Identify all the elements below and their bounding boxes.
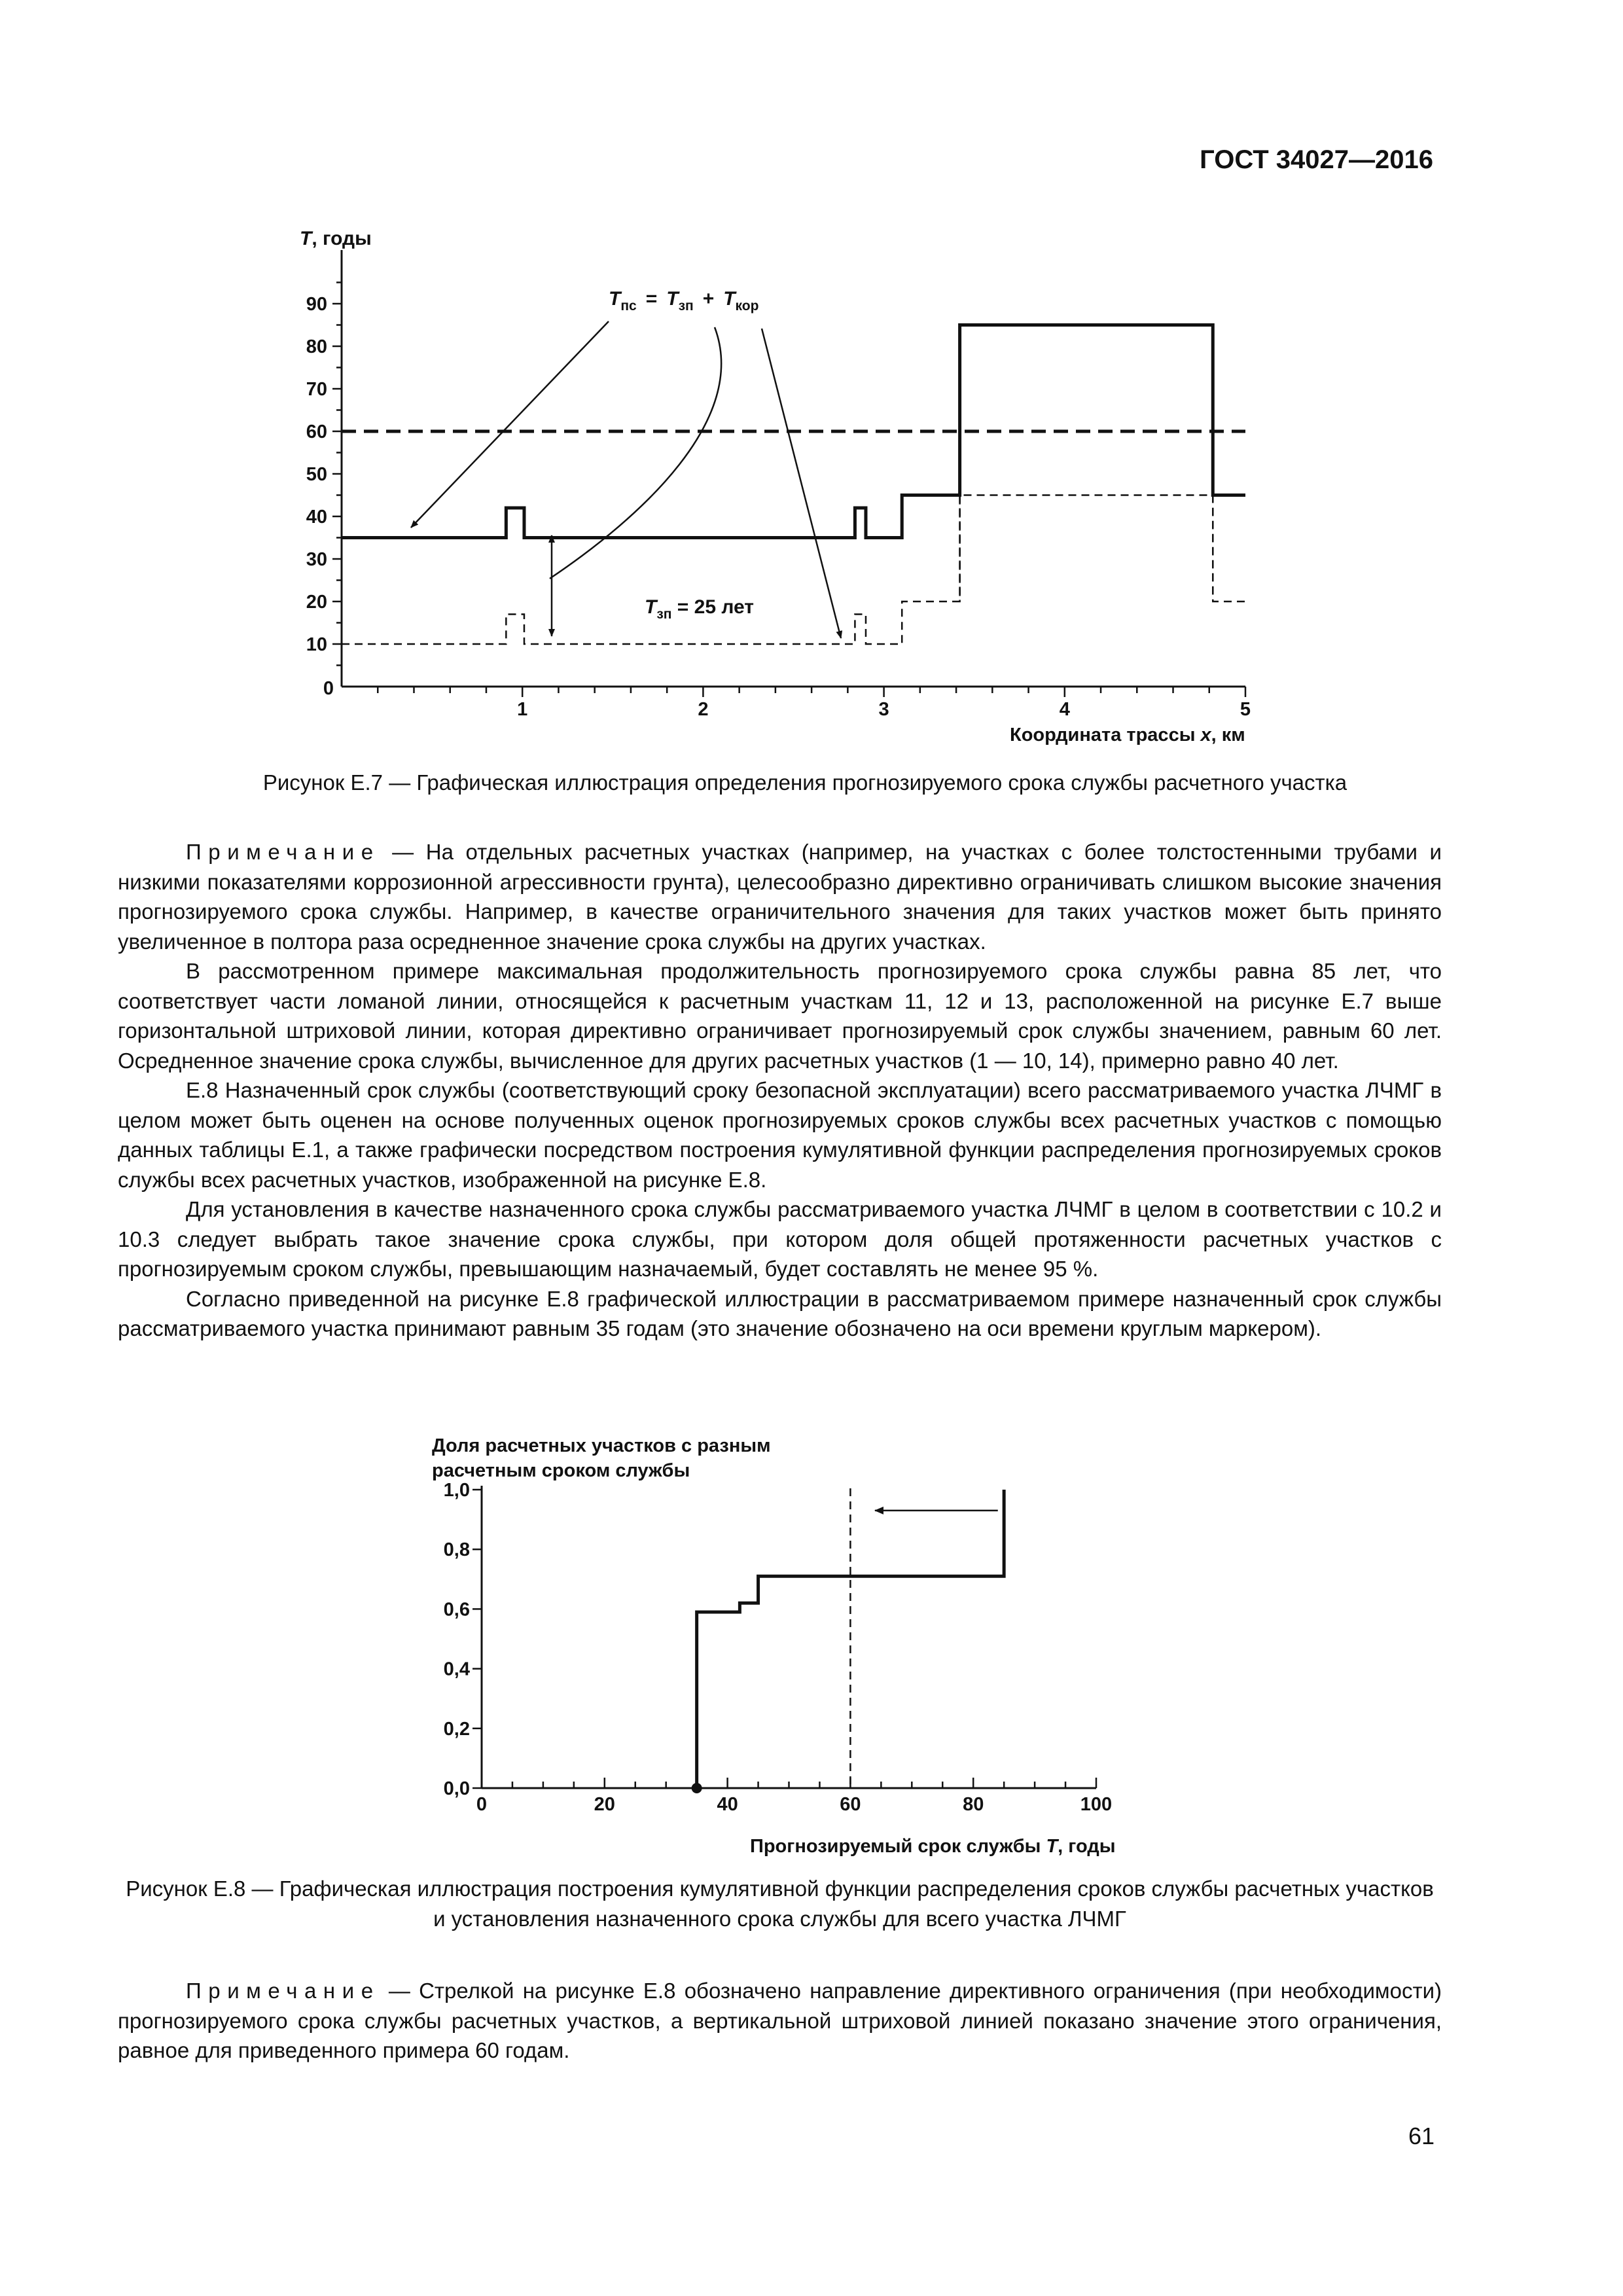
figure-e8-y-tick-label: 0,2 — [443, 1718, 470, 1740]
section-e8-p1: Е.8 Назначенный срок службы (соответствующий сроку безопасной эксплуатации) всего рассматриваемого участка ЛЧМГ в целом может быть оценен на основе полученных оценок прогнозируемых сроков службы всех расчетных участков с помощью данных таблицы Е.1, а также графически посредством построения кумулятивной функции распределения прогнозируемых сроков службы всех расчетных участков, изображенной на рисунке Е.8. — [118, 1078, 1442, 1192]
figure-e8-x-tick-label: 60 — [840, 1794, 861, 1815]
figure-e8-y-tick-label: 0,0 — [443, 1778, 470, 1799]
figure-e7-y-tick-label: 20 — [306, 592, 327, 613]
figure-e7-y-tick-label: 50 — [306, 464, 327, 485]
body-text-block-2 — [118, 1976, 1442, 2066]
figure-e8-y-tick-label: 0,6 — [443, 1599, 470, 1621]
note-e7-paragraph2: В рассмотренном примере максимальная продолжительность прогнозируемого срока службы равна 85 лет, что соответствует части ломаной линии, относящейся к расчетным участкам 11, 12 и 13, расположенной на рисунке Е.7 выше горизонтальной штриховой линии, которая директивно ограничивает прогнозируемый срок службы значением, равным 60 лет. Осредненное значение срока службы, вычисленное для других расчетных участков (1 — 10, 14), примерно равно 40 лет. — [118, 959, 1442, 1073]
figure-e8-assigned-life-marker — [692, 1783, 702, 1793]
figure-e7-y-tick-label: 70 — [306, 379, 327, 400]
figure-e7-y-tick-label: 40 — [306, 507, 327, 528]
figure-e8-y-tick-label: 1,0 — [443, 1480, 470, 1501]
figure-e7-y-tick-label: 30 — [306, 549, 327, 570]
figure-e7-y-tick-label: 90 — [306, 294, 327, 315]
figure-e8-x-tick-label: 20 — [594, 1794, 615, 1815]
page-number: 61 — [1408, 2123, 1435, 2149]
note-e8-label: Примечание — [186, 1979, 380, 2003]
figure-e8-caption: Рисунок Е.8 — Графическая иллюстрация построения кумулятивной функции распределения сроков службы расчетных участков и установления назначенного срока службы для всего участка ЛЧМГ — [126, 1876, 1434, 1931]
figure-e7-arrow-to-solid-line — [411, 321, 609, 528]
document-header: ГОСТ 34027—2016 — [1200, 145, 1433, 174]
figure-e7-arrow-to-dashed-line — [762, 329, 841, 638]
figure-e8-x-tick-label: 40 — [717, 1794, 738, 1815]
figure-e8-y-tick-label: 0,4 — [443, 1659, 470, 1680]
figure-e7-y-axis-label: T, годы — [300, 228, 372, 249]
section-e8-p2: Для установления в качестве назначенного срока службы рассматриваемого участка ЛЧМГ в целом в соответствии с 10.2 и 10.3 следует выбрать такое значение срока службы, при котором доля общей протяженности расчетных участков с прогнозируемым сроком службы, превышающим назначаемый, будет составлять не менее 95 %. — [118, 1197, 1442, 1281]
figure-e7-series-tzp — [342, 495, 1245, 645]
figure-e7-y-tick-label: 10 — [306, 634, 327, 655]
figure-e7-x-tick-label: 4 — [1059, 699, 1070, 720]
figure-e8-y-label-line1: Доля расчетных участков с разным — [432, 1435, 771, 1456]
figure-e8-x-axis-label: Прогнозируемый срок службы T, годы — [750, 1836, 1116, 1857]
figure-e7-chart — [0, 0, 1623, 766]
figure-e7-formula-label: $T_{пс} = T_{зп} + T_{кор}$ — [609, 288, 759, 314]
figure-e7-x-tick-label: 1 — [517, 699, 528, 720]
figure-e8-x-tick-label: 80 — [963, 1794, 984, 1815]
figure-e8-y-tick-label: 0,8 — [443, 1539, 470, 1561]
figure-e8-x-tick-label: 0 — [476, 1794, 488, 1815]
figure-e7-x-tick-label: 2 — [698, 699, 709, 720]
figure-e7-tzp-label: $T_{зп} = 25$ лет — [645, 596, 754, 622]
figure-e8-x-tick-label: 100 — [1080, 1794, 1113, 1815]
figure-e7-y-tick-label: 0 — [323, 678, 334, 699]
note-e7-text: — На отдельных расчетных участках (например, на участках с более толстостенными трубами и низкими показателями коррозионной агрессивности грунта), целесообразно директивно ограничивать слишком высокие значения прогнозируемого срока службы. Например, в качестве ограничительного значения для таких участков может быть принято увеличенное в полтора раза осредненное значение срока службы на других участках. — [118, 840, 1442, 954]
section-e8-p3: Согласно приведенной на рисунке Е.8 графической иллюстрации в рассматриваемом примере назначенный срок службы рассматриваемого участка принимают равным 35 годам (это значение обозначено на оси времени круглым маркером). — [118, 1286, 1442, 1340]
figure-e7-x-tick-label: 3 — [878, 699, 889, 720]
note-e8 — [118, 1976, 1442, 2066]
figure-e7-y-tick-label: 60 — [306, 422, 327, 442]
figure-e8-y-label-line2: расчетным сроком службы — [432, 1460, 690, 1481]
note-e8-text: — Стрелкой на рисунке Е.8 обозначено направление директивного ограничения (при необходимости) прогнозируемого срока службы расчетных участков, а вертикальной штриховой линией показано значение этого ограничения, равное для приведенного примера 60 годам. — [118, 1979, 1442, 2062]
body-text-block-1 — [118, 837, 1442, 1344]
figure-e8-chart — [0, 1407, 1623, 1865]
figure-e7-x-axis-label: Координата трассы x, км — [1010, 725, 1245, 745]
figure-e7-x-tick-label: 5 — [1240, 699, 1251, 720]
note-e7 — [118, 837, 1442, 956]
note-e7-label: Примечание — [186, 840, 380, 864]
figure-e7-arrow-curve — [550, 327, 721, 579]
figure-e7-caption: Рисунок Е.7 — Графическая иллюстрация определения прогнозируемого срока службы расчетного участка — [262, 770, 1347, 795]
figure-e7-y-tick-label: 80 — [306, 336, 327, 357]
